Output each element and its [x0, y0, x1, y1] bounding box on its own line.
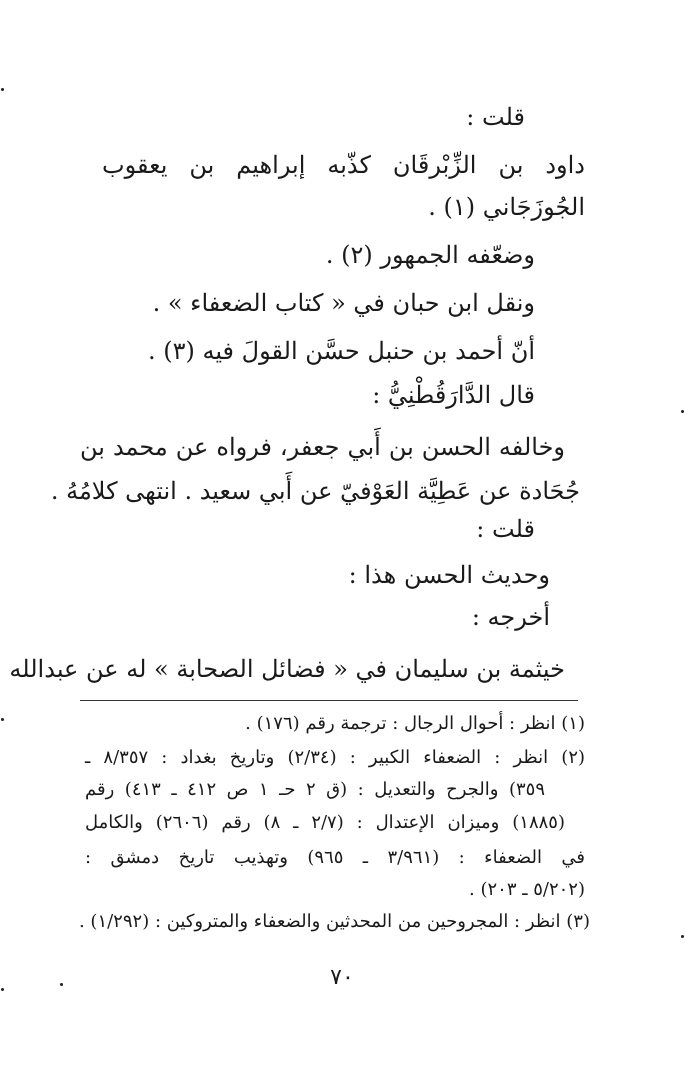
body-line: قال الدَّارَقُطْنِيُّ : [372, 381, 535, 409]
footnote-line: ٣٥٩) والجرح والتعديل : (ق ٢ حـ ١ ص ٤١٢ ـ ٤١٣) رقم [85, 779, 545, 800]
footnote-line: (١٨٨٥) وميزان الإعتدال : (٢/٧ ـ ٨) رقم (٢٦٠٦) والكامل [85, 812, 565, 833]
body-line: أخرجه : [471, 603, 550, 631]
body-line: ونقل ابن حبان في « كتاب الضعفاء » . [152, 289, 535, 317]
body-line: داود بن الزِّبْرقَان كذّبه إبراهيم بن يعقوب [102, 151, 585, 179]
scan-speck [1, 988, 4, 991]
body-line: قلت : [476, 515, 535, 543]
body-line: جُحَادة عن عَطِيَّة العَوْفيّ عن أَبي سعيد . انتهى كلامُهُ . [50, 477, 580, 505]
body-line: وحديث الحسن هذا : [348, 561, 550, 589]
footnote-separator [80, 700, 578, 701]
footnote-line: (٥/٢٠٢ ـ ٢٠٣) . [469, 879, 585, 900]
footnote-line: في الضعفاء : (٣/٩٦١ ـ ٩٦٥) وتهذيب تاريخ دمشق : [85, 847, 585, 868]
scan-speck [1, 88, 4, 91]
footnote-line: (٢) انظر : الضعفاء الكبير : (٢/٣٤) وتاريخ بغداد : ٨/٣٥٧ ـ [85, 747, 586, 768]
body-line: أنّ أحمد بن حنبل حسَّن القولَ فيه (٣) . [147, 337, 535, 365]
body-line: وضعّفه الجمهور (٢) . [325, 241, 535, 269]
body-line: وخالفه الحسن بن أَبي جعفر، فرواه عن محمد بن [80, 433, 565, 461]
scan-speck [681, 935, 684, 938]
page-number: ٧٠ [330, 965, 354, 990]
body-line: قلت : [466, 103, 525, 131]
body-line: الجُوزَجَاني (١) . [428, 193, 585, 221]
footnote-line: (٣) انظر : المجروحين من المحدثين والضعفاء والمتروكين : (١/٢٩٢) . [78, 911, 590, 932]
body-line: خيثمة بن سليمان في « فضائل الصحابة » له عن عبدالله [9, 655, 565, 683]
scan-speck [681, 410, 684, 413]
scan-speck [1, 718, 4, 721]
scan-speck [60, 983, 63, 986]
footnote-line: (١) انظر : أحوال الرجال : ترجمة رقم (١٧٦) . [245, 713, 585, 734]
